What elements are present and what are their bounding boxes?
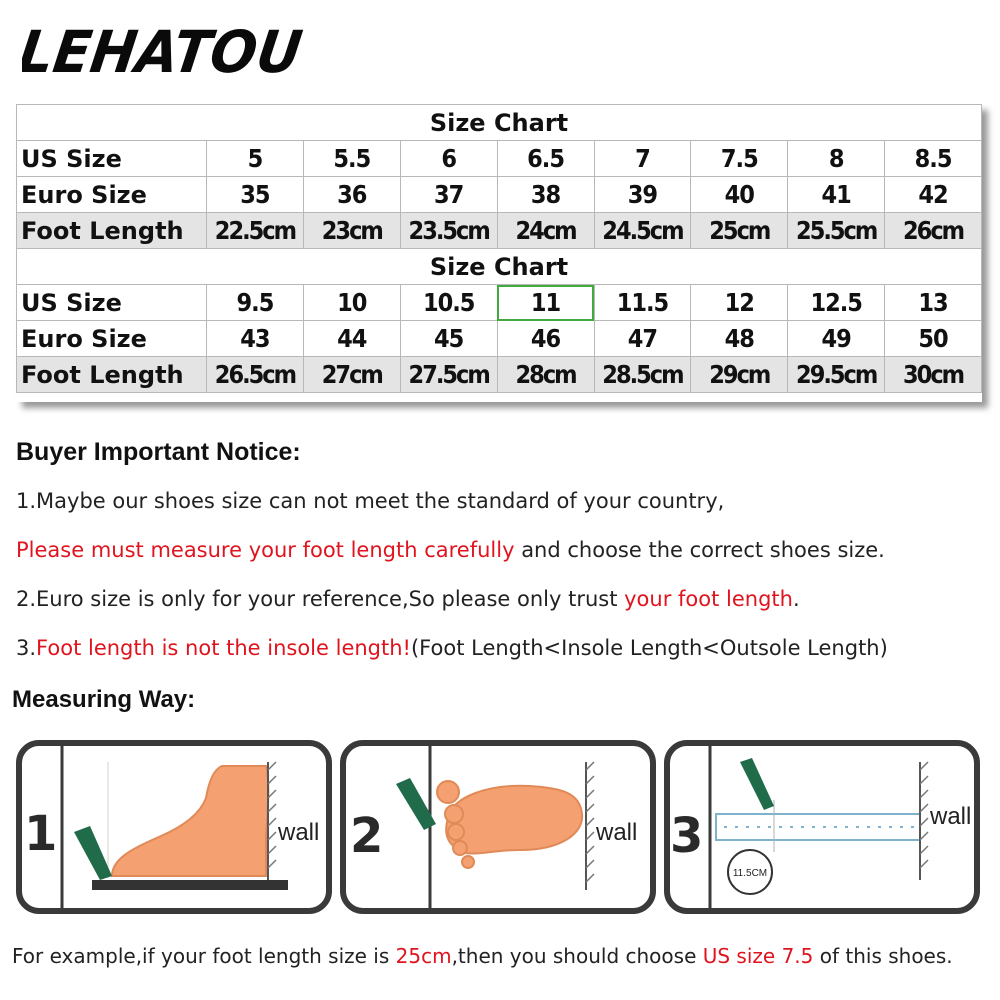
foot-length-cell: 28.5cm — [594, 357, 691, 393]
wall-label: wall — [596, 819, 638, 846]
foot-length-cell: 30cm — [885, 357, 982, 393]
measurement-badge — [728, 850, 772, 894]
us-size-cell: 9.5 — [207, 285, 304, 321]
foot-length-cell: 29.5cm — [788, 357, 885, 393]
foot-length-cell: 26.5cm — [207, 357, 304, 393]
example-text: ,then you should choose — [451, 944, 703, 968]
measuring-title: Measuring Way: — [12, 686, 196, 713]
euro-size-cell: 39 — [594, 177, 691, 213]
foot-length-cell: 24cm — [497, 213, 594, 249]
row-label-us-size: US Size — [17, 285, 207, 321]
euro-size-cell: 36 — [303, 177, 400, 213]
us-size-cell: 7 — [594, 141, 691, 177]
example-us-size: US size 7.5 — [702, 944, 814, 968]
notice-warning-text: Please must measure your foot length carefully — [16, 538, 515, 562]
notice-line-4 — [16, 636, 888, 660]
brand-logo — [22, 18, 312, 82]
foot-length-cell: 25cm — [691, 213, 788, 249]
us-size-cell: 5 — [207, 141, 304, 177]
size-chart — [16, 104, 982, 402]
measure-step-3 — [664, 740, 980, 916]
euro-size-cell: 45 — [400, 321, 497, 357]
measuring-steps — [16, 740, 982, 920]
foot-length-cell: 27cm — [303, 357, 400, 393]
row-label-foot-length: Foot Length — [17, 357, 207, 393]
us-size-cell: 8 — [788, 141, 885, 177]
step-number: 1 — [24, 806, 58, 862]
notice-title: Buyer Important Notice: — [16, 438, 301, 466]
step-number: 2 — [350, 808, 384, 864]
foot-length-cell: 24.5cm — [594, 213, 691, 249]
notice-text: . — [792, 587, 800, 611]
us-size-cell: 12.5 — [788, 285, 885, 321]
foot-length-cell: 23cm — [303, 213, 400, 249]
foot-length-cell: 29cm — [691, 357, 788, 393]
measure-step-1 — [16, 740, 332, 916]
foot-length-cell: 25.5cm — [788, 213, 885, 249]
euro-size-cell: 49 — [788, 321, 885, 357]
euro-size-cell: 41 — [788, 177, 885, 213]
notice-text: 2.Euro size is only for your reference,So please only trust — [16, 587, 625, 611]
euro-size-cell: 43 — [207, 321, 304, 357]
notice-line-1 — [16, 489, 724, 513]
foot-length-cell: 23.5cm — [400, 213, 497, 249]
euro-size-cell: 40 — [691, 177, 788, 213]
euro-size-cell: 48 — [691, 321, 788, 357]
notice-warning-text: Foot length is not the insole length! — [36, 636, 411, 660]
notice-line-3 — [16, 587, 800, 611]
foot-length-cell: 26cm — [885, 213, 982, 249]
example-text: For example,if your foot length size is — [12, 944, 396, 968]
us-size-cell: 7.5 — [691, 141, 788, 177]
euro-size-cell: 37 — [400, 177, 497, 213]
euro-size-cell: 42 — [885, 177, 982, 213]
euro-size-cell: 46 — [497, 321, 594, 357]
euro-size-cell: 50 — [885, 321, 982, 357]
us-size-cell: 10.5 — [400, 285, 497, 321]
notice-text: (Foot Length<Insole Length<Outsole Length) — [410, 636, 888, 660]
us-size-cell: 13 — [885, 285, 982, 321]
us-size-cell: 5.5 — [303, 141, 400, 177]
foot-length-cell: 27.5cm — [400, 357, 497, 393]
notice-text: and choose the correct shoes size. — [514, 538, 885, 562]
measurement-label: 11.5CM — [732, 868, 768, 879]
us-size-cell-highlighted: 11 — [497, 285, 594, 321]
step-number: 3 — [670, 808, 704, 864]
row-label-euro-size: Euro Size — [17, 177, 207, 213]
us-size-cell: 11.5 — [594, 285, 691, 321]
notice-text: 3. — [16, 636, 37, 660]
euro-size-cell: 47 — [594, 321, 691, 357]
euro-size-cell: 38 — [497, 177, 594, 213]
row-label-foot-length: Foot Length — [17, 213, 207, 249]
euro-size-cell: 35 — [207, 177, 304, 213]
foot-length-cell: 28cm — [497, 357, 594, 393]
example-foot-length: 25cm — [395, 944, 452, 968]
notice-text: 1.Maybe our shoes size can not meet the standard of your country, — [16, 489, 725, 513]
us-size-cell: 6 — [400, 141, 497, 177]
example-line — [12, 944, 953, 968]
us-size-cell: 6.5 — [497, 141, 594, 177]
size-chart-title: Size Chart — [17, 105, 982, 141]
us-size-cell: 8.5 — [885, 141, 982, 177]
row-label-euro-size: Euro Size — [17, 321, 207, 357]
brand-logo-text: LEHATOU — [22, 18, 312, 82]
us-size-cell: 12 — [691, 285, 788, 321]
row-label-us-size: US Size — [17, 141, 207, 177]
euro-size-cell: 44 — [303, 321, 400, 357]
foot-length-cell: 22.5cm — [207, 213, 304, 249]
measure-step-2 — [340, 740, 656, 916]
notice-line-2 — [16, 538, 885, 562]
wall-label: wall — [930, 803, 972, 830]
notice-warning-text: your foot length — [624, 587, 793, 611]
us-size-cell: 10 — [303, 285, 400, 321]
wall-label: wall — [278, 819, 320, 846]
size-chart-title: Size Chart — [17, 249, 982, 285]
example-text: of this shoes. — [813, 944, 953, 968]
